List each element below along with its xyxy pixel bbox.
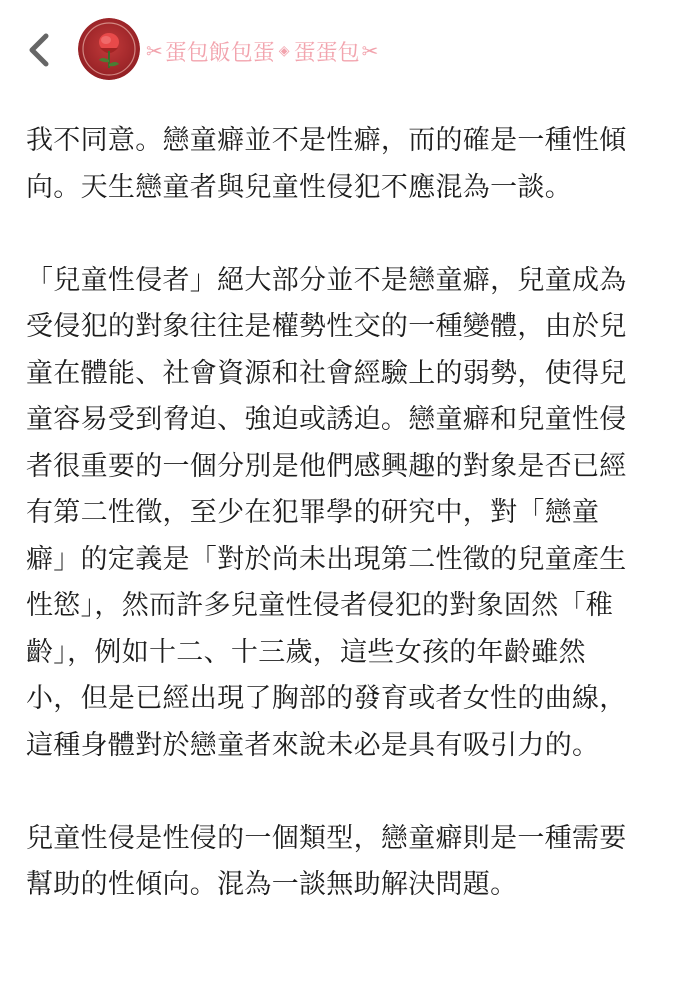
text-line: 向。天生戀童者與兒童性侵犯不應混為一談。	[26, 171, 572, 203]
paragraph-1	[26, 118, 676, 211]
text-line: 小，但是已經出現了胸部的發育或者女性的曲線，	[26, 683, 627, 714]
username-part-1: 蛋包飯包蛋	[164, 40, 275, 66]
text-line: 癖」的定義是「對於尚未出現第二性徵的兒童產生	[26, 543, 627, 575]
text-line: 「兒童性侵者」絕大部分並不是戀童癖，兒童成為	[26, 264, 627, 296]
paragraph-3	[26, 816, 676, 909]
text-line: 受侵犯的對象往往是權勢性交的一種變體，由於兒	[26, 311, 627, 342]
diamond-separator-icon: ◈	[278, 43, 290, 59]
text-line: 者很重要的一個分別是他們感興趣的對象是否已經	[26, 450, 627, 482]
chevron-left-icon[interactable]	[22, 30, 56, 70]
text-line: 齡」，例如十二、十三歲，這些女孩的年齡雖然	[26, 636, 586, 668]
top-bar	[0, 0, 698, 96]
text-line: 幫助的性傾向。混為一談無助解決問題。	[26, 869, 518, 900]
paragraph-2	[26, 258, 676, 770]
username-part-2: 蛋蛋包	[293, 40, 360, 66]
scissors-right-icon: ✂	[361, 39, 379, 63]
text-line: 性慾」，然而許多兒童性侵者侵犯的對象固然「稚	[26, 590, 614, 621]
text-line: 我不同意。戀童癖並不是性癖，而的確是一種性傾	[26, 125, 627, 156]
text-line: 這種身體對於戀童者來說未必是具有吸引力的。	[26, 729, 600, 761]
text-line: 有第二性徵，至少在犯罪學的研究中，對「戀童	[26, 497, 600, 528]
text-line: 兒童性侵是性侵的一個類型，戀童癖則是一種需要	[26, 822, 627, 854]
text-line: 童在體能、社會資源和社會經驗上的弱勢，使得兒	[26, 357, 627, 389]
username[interactable]	[146, 36, 378, 66]
post-body	[26, 118, 676, 909]
scissors-left-icon: ✂	[146, 39, 163, 63]
text-line: 童容易受到脅迫、強迫或誘迫。戀童癖和兒童性侵	[26, 404, 627, 435]
rose-avatar-icon	[78, 18, 140, 80]
avatar[interactable]	[78, 18, 140, 80]
